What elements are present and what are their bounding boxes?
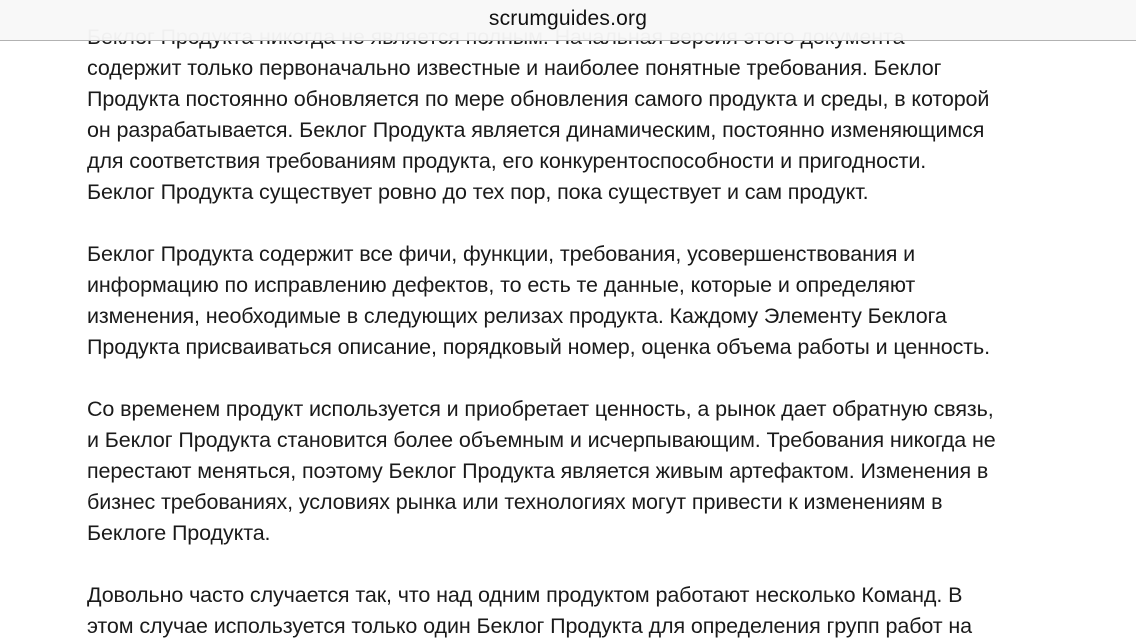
text-line: Со временем продукт используется и приобретает ценность, а рынок дает обратную связь, [87,397,994,421]
text-line: перестают меняться, поэтому Беклог Продукта является живым артефактом. Изменения в [87,459,989,483]
text-line: Продукта присваиваться описание, порядковый номер, оценка объема работы и ценность. [87,335,991,359]
article-body [87,22,1097,640]
text-line: для соответствия требованиям продукта, его конкурентоспособности и пригодности. [87,149,927,173]
address-bar[interactable] [0,0,1136,41]
text-line: этом случае используется только один Беклог Продукта для определения групп работ на [87,614,973,638]
paragraph-spacer [87,363,1097,394]
text-line: Беклоге Продукта. [87,521,271,545]
paragraph-1 [87,22,1097,208]
paragraph-3 [87,394,1097,549]
text-line: информацию по исправлению дефектов, то есть те данные, которые и определяют [87,273,916,297]
text-line: Беклог Продукта существует ровно до тех пор, пока существует и сам продукт. [87,180,869,204]
paragraph-spacer [87,549,1097,580]
paragraph-4 [87,580,1097,640]
url-label[interactable]: scrumguides.org [488,7,648,30]
text-line: содержит только первоначально известные и наиболее понятные требования. Беклог [87,56,942,80]
text-line: Довольно часто случается так, что над одним продуктом работают несколько Команд. В [87,583,963,607]
text-line: он разрабатывается. Беклог Продукта является динамическим, постоянно изменяющимся [87,118,985,142]
paragraph-2 [87,239,1097,363]
text-line: и Беклог Продукта становится более объемным и исчерпывающим. Требования никогда не [87,428,996,452]
text-line: изменения, необходимые в следующих релизах продукта. Каждому Элементу Беклога [87,304,947,328]
text-line: Продукта постоянно обновляется по мере обновления самого продукта и среды, в которой [87,87,990,111]
text-line: бизнес требованиях, условиях рынка или технологиях могут привести к изменениям в [87,490,943,514]
text-line: Беклог Продукта содержит все фичи, функции, требования, усовершенствования и [87,242,916,266]
paragraph-spacer [87,208,1097,239]
